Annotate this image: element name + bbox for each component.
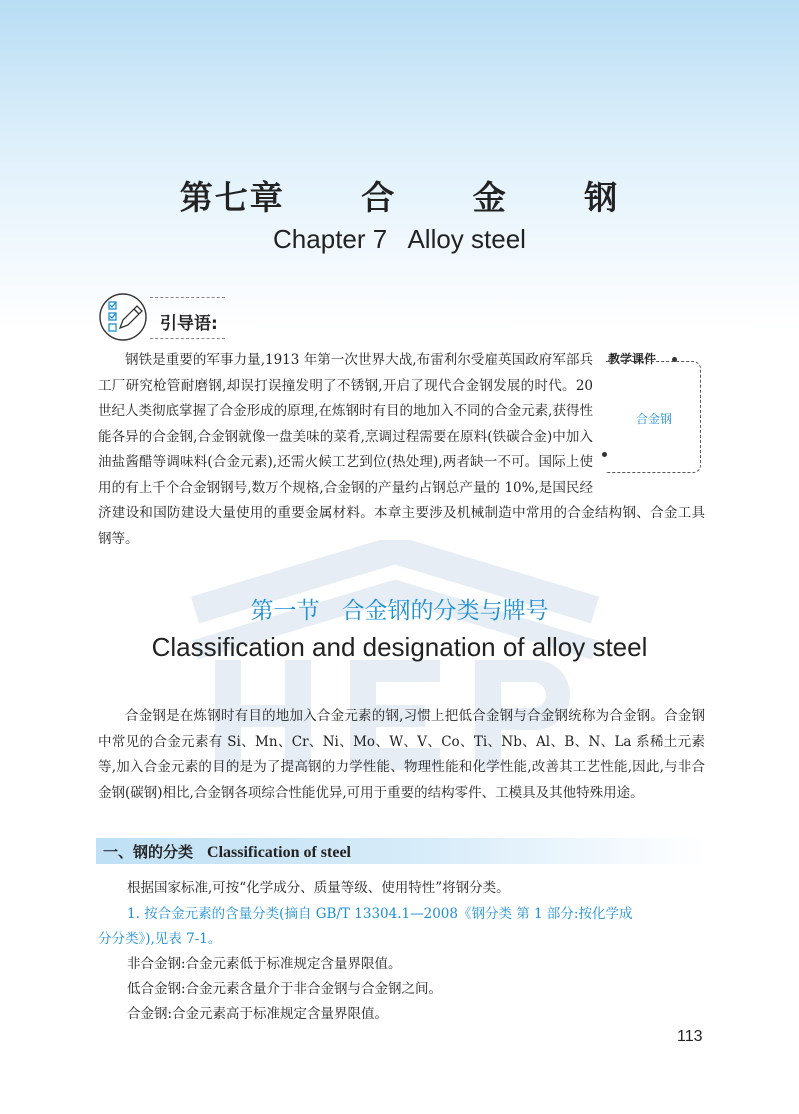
subsection-heading bbox=[103, 841, 351, 862]
subsection-title: 一、钢的分类 bbox=[103, 843, 194, 861]
intro-label: 引导语: bbox=[160, 314, 218, 334]
definition-lowalloy: 低合金钢:合金元素含量介于非合金钢与合金钢之间。 bbox=[127, 981, 443, 997]
chapter-title: 第七章 合 金 钢 bbox=[179, 178, 620, 217]
section-paragraph bbox=[98, 704, 705, 806]
intro-text: 钢铁是重要的军事力量,1913 年第一次世界大战,布雷利尔受雇英国政府军部兵工厂研究枪管耐磨钢,却误打误撞发明了不锈钢,开启了现代合金钢发展的时代。20 世纪人类彻底掌握了合金形成的原理,在炼钢时有目的地加入不同的合金元素,获得性能各异的合金钢,合金钢就像一盘美味的菜肴,烹调过程需要在原料(铁碳合金)中加入油盐酱醋等调味料(合金元素),还需火候工艺到位(热处理),两者缺一不可。国际上使用的有上千个合金钢钢号,数万个规格,合金钢的产量约占钢总产量的 10%,是国民经济建设和国防建设大量使用的重要金属材料。本章主要涉及机械制造中常用的合金结构钢、合金工具钢等。 bbox=[98, 352, 705, 547]
sidebar-label: 教学课件 bbox=[608, 352, 657, 366]
definition-nonalloy: 非合金钢:合金元素低于标准规定含量界限值。 bbox=[127, 956, 402, 972]
subsection-title-en: Classification of steel bbox=[207, 844, 351, 861]
checklist-pencil-icon bbox=[98, 292, 150, 342]
sidebar-courseware-link[interactable]: 合金钢 bbox=[636, 412, 673, 426]
page-number: 113 bbox=[677, 1028, 703, 1045]
classification-intro: 根据国家标准,可按“化学成分、质量等级、使用特性”将钢分类。 bbox=[127, 880, 510, 896]
section-text: 合金钢是在炼钢时有目的地加入合金元素的钢,习惯上把低合金钢与合金钢统称为合金钢。合金钢中常见的合金元素有 Si、Mn、Cr、Ni、Mo、W、V、Co、Ti、Nb、Al、B、N、La 系稀土元素等,加入合金元素的目的是为了提高钢的力学性能、物理性能和化学性能,改善其工艺性能,因此,与非合金钢(碳钢)相比,合金钢各项综合性能优异,可用于重要的结构零件、工模具及其他特殊用途。 bbox=[98, 708, 705, 801]
classification-item1-line2: 分分类》),见表 7-1。 bbox=[98, 931, 222, 947]
header-gradient bbox=[0, 0, 799, 330]
intro-dash-bottom bbox=[150, 338, 225, 339]
chapter-subtitle: Chapter 7 Alloy steel bbox=[273, 224, 526, 254]
section-subtitle: Classification and designation of alloy steel bbox=[151, 632, 648, 662]
intro-dash-top bbox=[150, 297, 225, 298]
definition-alloy: 合金钢:合金元素高于标准规定含量界限值。 bbox=[127, 1006, 389, 1022]
sidebar-dot-bottom bbox=[602, 452, 607, 457]
section-title: 第一节 合金钢的分类与牌号 bbox=[250, 598, 549, 624]
classification-item1-line1: 1. 按合金元素的含量分类(摘自 GB/T 13304.1—2008《钢分类 第 1 部分:按化学成 bbox=[127, 906, 633, 922]
